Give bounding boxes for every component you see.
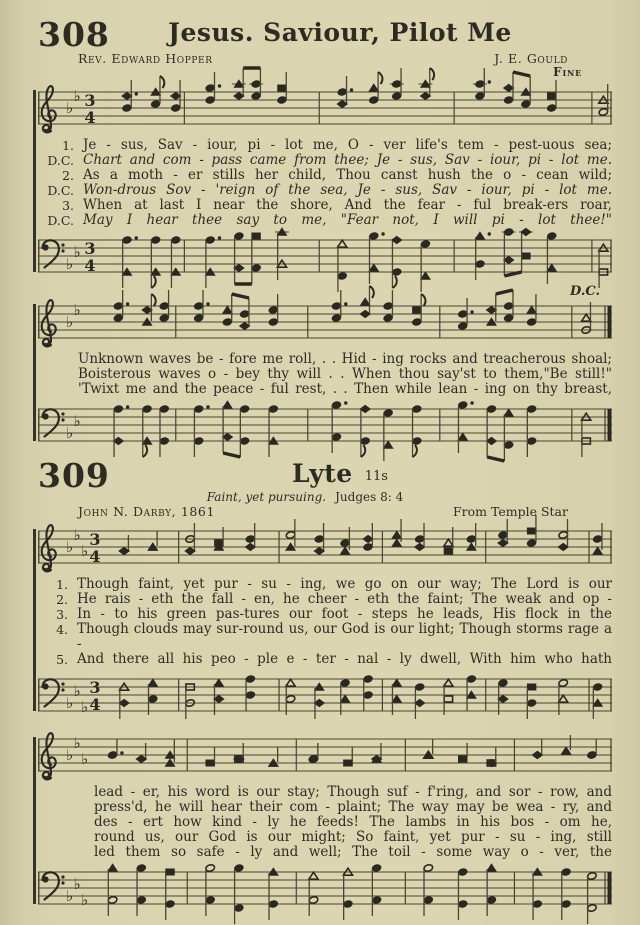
subtitle-motto: Faint, yet pursuing. (206, 489, 327, 504)
verse-text: When at last I near the shore, And the fear - ful break-ers roar, (83, 196, 612, 213)
hymn-title (124, 458, 556, 488)
verse-text: As a moth - er stills her child, Thou canst hush the o - cean wild; (83, 166, 612, 183)
svg-text:3: 3 (89, 678, 101, 698)
svg-text:3: 3 (84, 90, 96, 110)
verse-line (38, 168, 612, 183)
verse-number: 5. (56, 652, 68, 668)
composer-name: J. E. Gould (494, 51, 568, 66)
svg-text:♭: ♭ (81, 542, 89, 561)
svg-text:♭: ♭ (66, 423, 74, 442)
hymn-308-header (38, 15, 612, 54)
svg-text:4: 4 (84, 107, 96, 127)
verse-line (78, 367, 612, 382)
verse-line (38, 592, 612, 607)
svg-text:♭: ♭ (66, 538, 74, 557)
fine-marking: Fine (553, 65, 582, 80)
verse-text: Unknown waves be - fore me roll, . . Hid - ing rocks and treacherous shoal; (78, 350, 612, 367)
verse-number: D.C. (47, 212, 74, 228)
verses-308-top (38, 138, 612, 228)
dc-marking: D.C. (570, 283, 600, 299)
hymn-meter: 11s (364, 468, 388, 484)
verse-line (78, 352, 612, 367)
verse-number: 3. (56, 607, 68, 623)
treble-staff (38, 729, 612, 781)
verse-number: 2. (62, 167, 74, 183)
svg-text:♭: ♭ (73, 875, 81, 894)
verse-text: Won-drous Sov - 'reign of the sea, Je - sus, Sav - iour, pi - lot me. (83, 181, 612, 198)
verse-text: In - to his green pas-tures our foot - steps he leads, His flock in the (77, 606, 612, 623)
verse-line (38, 577, 612, 592)
svg-text:4: 4 (89, 547, 101, 567)
svg-text:♭: ♭ (66, 887, 74, 906)
verse-line (38, 138, 612, 153)
treble-staff (38, 521, 612, 573)
verse-line (38, 213, 612, 228)
verse-line (38, 153, 612, 168)
bass-staff (38, 669, 612, 721)
music-system-4 (38, 729, 612, 914)
bass-staff (38, 862, 612, 914)
music-system-1 (38, 82, 612, 282)
verse-line (38, 198, 612, 213)
verse-text: He rais - eth the fall - en, he cheer - eth the faint; The weak and op - (77, 591, 612, 608)
verse-line (38, 183, 612, 198)
hymn-number: 308 (38, 15, 110, 54)
verse-line (38, 652, 612, 667)
scripture-reference: Judges 8: 4 (335, 489, 404, 504)
svg-text:♭: ♭ (81, 698, 89, 717)
verse-text: des - ert how kind - ly he feeds! The lambs in his bos - om he, (94, 814, 612, 831)
hymn-title: Jesus. Saviour, Pilot Me (168, 18, 512, 47)
author-name: Rev. Edward Hopper (78, 51, 213, 66)
verse-line (38, 607, 612, 622)
tune-source: From Temple Star (452, 503, 568, 519)
hymn-309-header (38, 455, 612, 495)
verse-text: Though faint, yet pur - su - ing, we go on our way; The Lord is our (77, 576, 612, 593)
svg-text:♭: ♭ (73, 734, 81, 753)
verse-line (78, 382, 612, 397)
verse-number: D.C. (47, 152, 74, 168)
verse-text: 'Twixt me and the peace - ful rest, . . Then while lean - ing on thy breast, (78, 380, 612, 397)
svg-text:♭: ♭ (66, 746, 74, 765)
svg-text:3: 3 (89, 530, 101, 550)
svg-text:♭: ♭ (73, 242, 81, 261)
svg-text:4: 4 (84, 255, 96, 275)
svg-text:♭: ♭ (66, 694, 74, 713)
verse-line (38, 622, 612, 652)
verse-line (94, 845, 612, 860)
verse-text: Je - sus, Sav - iour, pi - lot me, O - ver life's tem - pest-uous sea; (83, 136, 612, 153)
verse-number: 3. (62, 197, 74, 213)
author-name: John N. Darby, 1861 (78, 503, 216, 519)
verse-text: Boisterous waves o - bey thy will . . When thou say'st to them,"Be still!" (78, 365, 612, 382)
hymn-title-text: Lyte (292, 458, 353, 488)
svg-text:♭: ♭ (81, 891, 89, 910)
verse-text: lead - er, his word is our stay; Though suf - f'ring, and sor - row, and (94, 784, 612, 801)
verse-text: led them so safe - ly and well; The toil - some way o - ver, the (94, 844, 612, 861)
verse-text: press'd, he will hear their com - plaint; The way may be wea - ry, and (94, 799, 612, 816)
verse-line (94, 815, 612, 830)
verse-text: And there all his peo - ple e - ter - nal - ly dwell, With him who hath (77, 651, 612, 668)
svg-text:♭: ♭ (73, 526, 81, 545)
verse-text: round us, our God is our might; So faint, yet pur - su - ing, still (94, 829, 612, 846)
hymn-308 (38, 15, 612, 451)
hymn-309-byline (78, 505, 568, 519)
hymn-number: 309 (38, 455, 110, 495)
verses-308-mid (38, 352, 612, 397)
treble-staff (38, 296, 612, 348)
hymn-subtitle (38, 490, 572, 504)
music-system-2 (38, 296, 612, 451)
svg-text:♭: ♭ (81, 750, 89, 769)
hymn-308-byline (78, 52, 568, 66)
svg-text:♭: ♭ (66, 254, 74, 273)
svg-text:4: 4 (89, 695, 101, 715)
verse-number: 1. (62, 137, 74, 153)
verses-309-bottom (38, 785, 612, 860)
svg-text:♭: ♭ (73, 300, 81, 319)
verse-text: May I hear thee say to me, "Fear not, I will pi - lot thee!" (83, 211, 612, 228)
svg-text:♭: ♭ (73, 682, 81, 701)
verse-line (94, 785, 612, 800)
verse-number: 4. (56, 622, 68, 638)
bass-staff (38, 230, 612, 282)
svg-text:♭: ♭ (66, 312, 74, 331)
svg-text:3: 3 (84, 238, 96, 258)
verses-309-top (38, 577, 612, 667)
treble-staff (38, 82, 612, 134)
verse-text: Though clouds may sur-round us, our God is our light; Though storms rage a - (77, 621, 612, 653)
music-system-3 (38, 521, 612, 721)
verse-line (94, 830, 612, 845)
verse-number: D.C. (47, 182, 74, 198)
svg-text:♭: ♭ (73, 411, 81, 430)
svg-text:♭: ♭ (73, 86, 81, 105)
hymn-309 (38, 455, 612, 915)
bass-staff (38, 399, 612, 451)
verse-number: 1. (56, 577, 68, 593)
verse-number: 2. (56, 592, 68, 608)
svg-text:♭: ♭ (66, 98, 74, 117)
verse-line (94, 800, 612, 815)
verse-text: Chart and com - pass came from thee; Je - sus, Sav - iour, pi - lot me. (83, 151, 612, 168)
